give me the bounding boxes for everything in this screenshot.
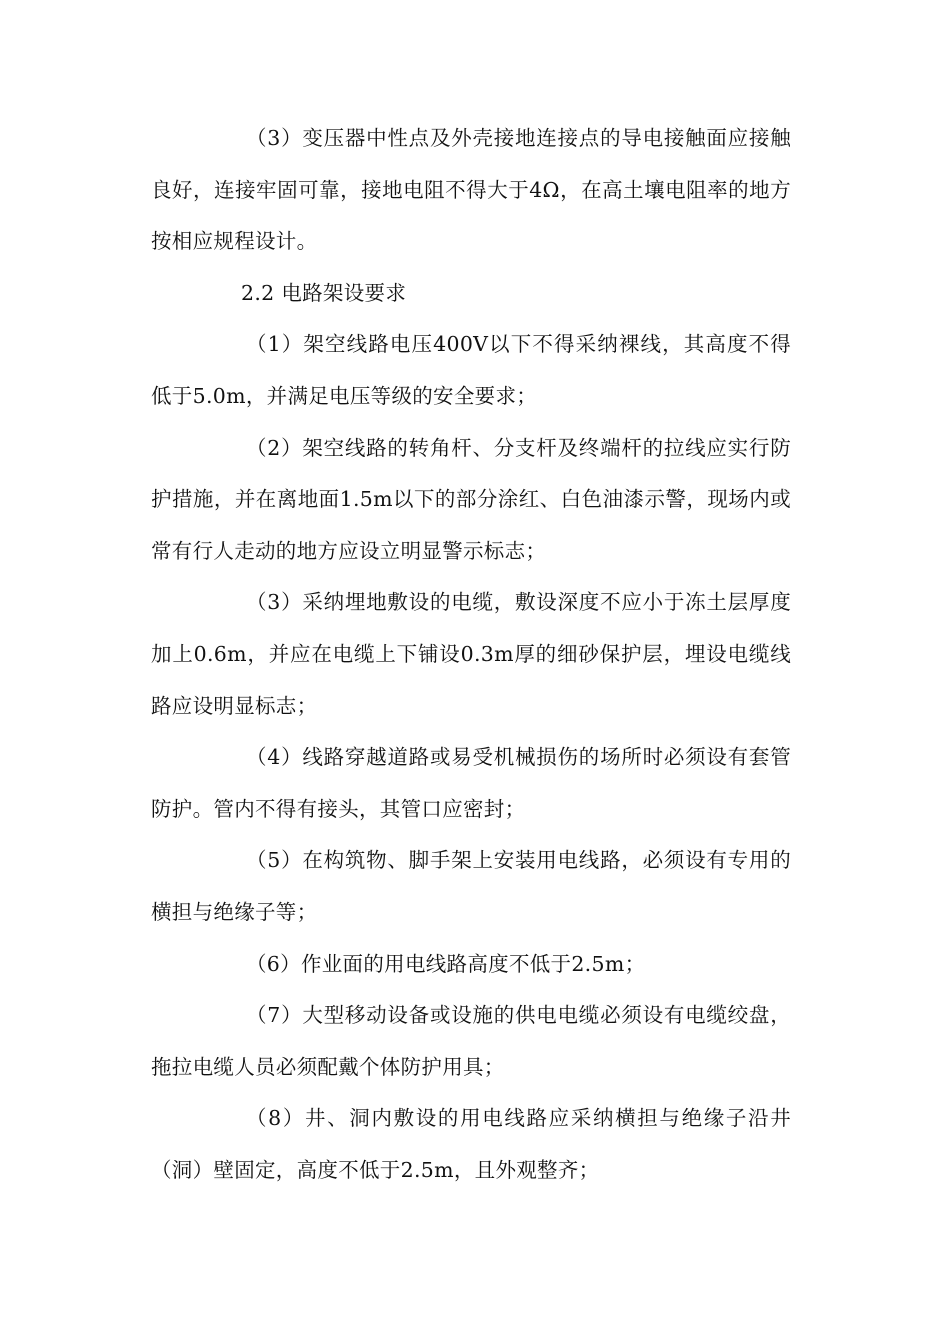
section-heading: 2.2 电路架设要求 bbox=[241, 280, 407, 305]
paragraph-transformer-grounding: （3）变压器中性点及外壳接地连接点的导电接触面应接触良好，连接牢固可靠，接地电阻不得大于4Ω，在高土壤电阻率的地方按相应规程设计。 bbox=[151, 126, 791, 254]
paragraph-item-6: （6）作业面的用电线路高度不低于2.5m； bbox=[246, 951, 646, 976]
paragraph-item-2: （2）架空线路的转角杆、分支杆及终端杆的拉线应实行防护措施，并在离地面1.5m以下的部分涂红、白色油漆示警，现场内或常有行人走动的地方应设立明显警示标志； bbox=[151, 435, 791, 563]
document-body bbox=[151, 113, 791, 1196]
paragraph-item-8: （8）井、洞内敷设的用电线路应采纳横担与绝缘子沿井（洞）壁固定，高度不低于2.5m，且外观整齐； bbox=[151, 1106, 791, 1182]
paragraph-item-1: （1）架空线路电压400V以下不得采纳裸线，其高度不得低于5.0m，并满足电压等级的安全要求； bbox=[151, 332, 791, 408]
paragraph-item-5: （5）在构筑物、脚手架上安装用电线路，必须设有专用的横担与绝缘子等； bbox=[151, 848, 791, 924]
paragraph-item-4: （4）线路穿越道路或易受机械损伤的场所时必须设有套管防护。管内不得有接头，其管口应密封； bbox=[151, 745, 791, 821]
paragraph-item-3: （3）采纳埋地敷设的电缆，敷设深度不应小于冻土层厚度加上0.6m，并应在电缆上下铺设0.3m厚的细砂保护层，埋设电缆线路应设明显标志； bbox=[151, 590, 791, 718]
paragraph-item-7: （7）大型移动设备或设施的供电电缆必须设有电缆绞盘，拖拉电缆人员必须配戴个体防护用具； bbox=[151, 1003, 791, 1079]
